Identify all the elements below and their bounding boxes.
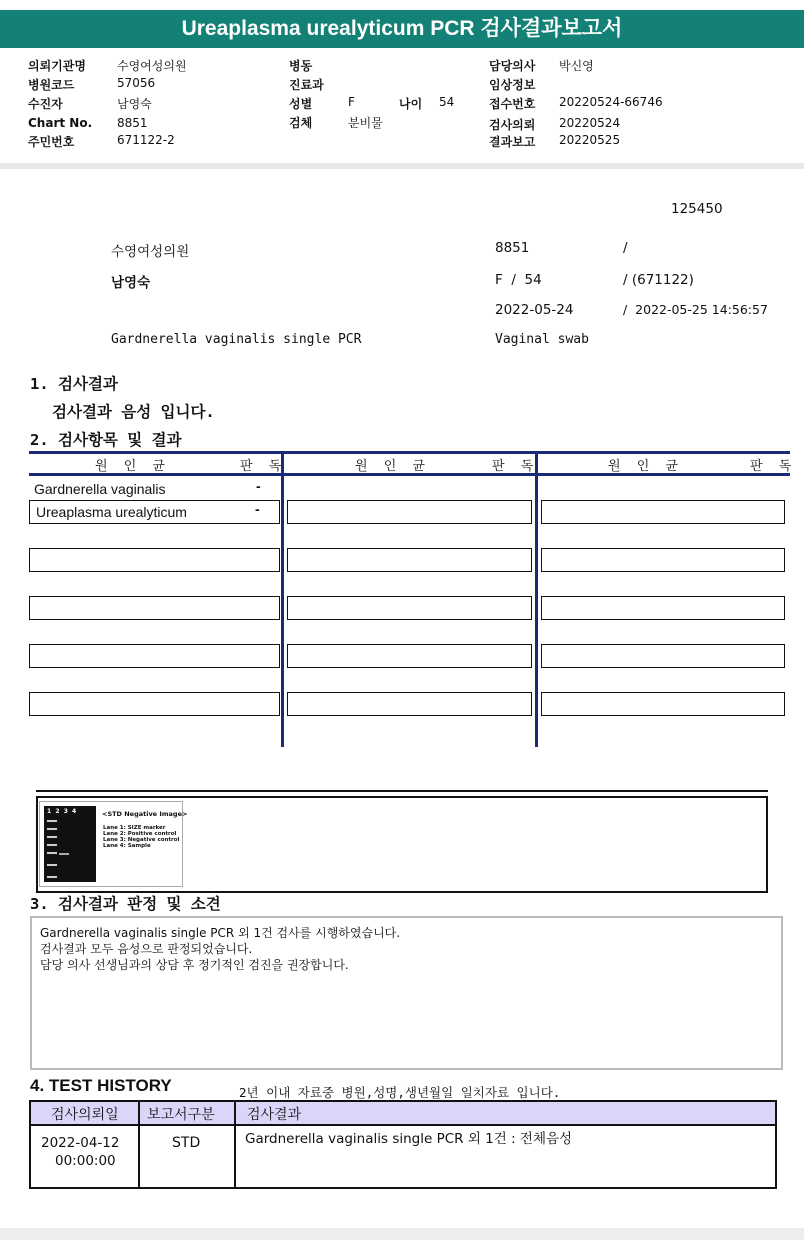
history-type: STD	[172, 1135, 201, 1151]
section4-heading: 4. TEST HISTORY	[30, 1076, 172, 1095]
header-label: 성별	[289, 97, 313, 111]
header-label: 검체	[289, 116, 313, 130]
history-col-divider	[138, 1102, 140, 1187]
report-title: Ureaplasma urealyticum PCR 검사결과보고서	[0, 10, 804, 48]
report-datetime: / 2022-05-25 14:56:57	[623, 302, 768, 317]
marker-band	[47, 852, 57, 854]
result-judge: -	[255, 501, 260, 517]
header-label: 주민번호	[28, 135, 75, 149]
header-label: 나이	[399, 97, 423, 111]
gel-legend-item: Lane 1: SIZE marker	[103, 825, 166, 831]
gel-legend-item: Lane 2: Positive control	[103, 831, 177, 837]
header-label: 결과보고	[489, 135, 536, 149]
header-value: 54	[439, 95, 455, 109]
col-header-judge: 판 독	[240, 459, 288, 474]
result-cell	[541, 692, 785, 716]
marker-band	[47, 844, 57, 846]
marker-band	[47, 836, 57, 838]
result-pathogen: Ureaplasma urealyticum	[36, 504, 187, 520]
result-cell	[541, 596, 785, 620]
result-cell	[287, 692, 532, 716]
gel-caption-title: <STD Negative Image>	[102, 810, 188, 818]
result-cell	[29, 692, 280, 716]
header-label: 접수번호	[489, 97, 536, 111]
history-date: 2022-04-12	[41, 1135, 120, 1151]
gel-legend-item: Lane 3: Negative control	[103, 837, 180, 843]
test-name: Gardnerella vaginalis single PCR	[111, 332, 362, 347]
col-header-pathogen: 원 인 균	[355, 459, 431, 474]
hospital-name: 수영여성의원	[111, 244, 190, 260]
report-code: 125450	[671, 201, 723, 217]
header-value: 분비물	[348, 116, 383, 130]
header-label: 병원코드	[28, 78, 75, 92]
result-cell	[287, 596, 532, 620]
result-pathogen: Gardnerella vaginalis	[34, 481, 166, 497]
result-cell	[541, 500, 785, 524]
result-cell	[287, 548, 532, 572]
result-cell	[29, 500, 280, 524]
header-value: 20220525	[559, 133, 621, 147]
positive-band	[59, 853, 69, 855]
header-label: 병동	[289, 59, 313, 73]
header-label: 의뢰기관명	[28, 59, 86, 73]
result-cell	[29, 548, 280, 572]
marker-band	[47, 864, 57, 866]
col-header-judge: 판 독	[492, 459, 540, 474]
result-cell	[29, 644, 280, 668]
col-header-judge: 판 독	[750, 459, 798, 474]
result-cell	[287, 500, 532, 524]
opinion-line: 검사결과 모두 음성으로 판정되었습니다.	[40, 942, 253, 956]
header-value: 8851	[117, 116, 148, 130]
result-cell	[29, 596, 280, 620]
result-cell	[541, 548, 785, 572]
chart-number: 8851	[495, 240, 530, 256]
header-value: 57056	[117, 76, 156, 90]
request-date: 2022-05-24	[495, 302, 574, 318]
history-result: Gardnerella vaginalis single PCR 외 1건 : 전체음성	[245, 1131, 573, 1147]
grid-divider	[535, 451, 538, 747]
header-value: 671122-2	[117, 133, 175, 147]
history-header-row	[31, 1102, 775, 1126]
marker-band	[47, 828, 57, 830]
header-label: 임상정보	[489, 78, 536, 92]
lane-numbers: 1 2 3 4	[47, 808, 77, 815]
header-label: 검사의뢰	[489, 118, 536, 132]
page-footer-band	[0, 1228, 804, 1240]
opinion-line: Gardnerella vaginalis single PCR 외 1건 검사를 시행하였습니다.	[40, 926, 401, 940]
sex-age: F / 54	[495, 272, 542, 288]
header-label: 담당의사	[489, 59, 536, 73]
col-header-pathogen: 원 인 균	[608, 459, 684, 474]
marker-band	[47, 820, 57, 822]
header-value: F	[348, 95, 355, 109]
result-judge: -	[256, 478, 261, 494]
header-label: 진료과	[289, 78, 324, 92]
specimen-type: Vaginal swab	[495, 332, 589, 347]
history-col-divider	[234, 1102, 236, 1187]
header-value: 20220524	[559, 116, 621, 130]
header-label: Chart No.	[28, 116, 93, 130]
gel-legend-item: Lane 4: Sample	[103, 843, 151, 849]
gel-top-rule	[36, 790, 768, 792]
header-value: 20220524-66746	[559, 95, 663, 109]
grid-divider	[281, 451, 284, 747]
opinion-line: 담당 의사 선생님과의 상담 후 정기적인 검진을 권장합니다.	[40, 958, 349, 972]
history-col-header: 검사결과	[247, 1107, 302, 1123]
header-value: 남영숙	[117, 97, 152, 111]
gel-lanes	[44, 806, 96, 882]
header-value: 박신영	[559, 59, 594, 73]
birth-date: / (671122)	[623, 272, 694, 288]
result-summary: 검사결과 음성 입니다.	[52, 403, 215, 421]
header-value: 수영여성의원	[117, 59, 187, 73]
col-header-pathogen: 원 인 균	[95, 459, 171, 474]
header-divider	[0, 163, 804, 169]
separator: /	[623, 240, 628, 256]
opinion-box	[30, 916, 783, 1070]
header-label: 수진자	[28, 97, 63, 111]
history-col-header: 검사의뢰일	[51, 1107, 119, 1123]
history-table	[29, 1100, 777, 1189]
marker-band	[47, 876, 57, 878]
result-cell	[287, 644, 532, 668]
section3-heading: 3. 검사결과 판정 및 소견	[30, 895, 221, 913]
result-cell	[541, 644, 785, 668]
grid-top-rule	[29, 451, 790, 454]
section1-heading: 1. 검사결과	[30, 375, 118, 393]
history-col-header: 보고서구분	[147, 1107, 215, 1123]
history-note: 2년 이내 자료중 병원,성명,생년월일 일치자료 입니다.	[239, 1085, 561, 1100]
history-time: 00:00:00	[55, 1153, 116, 1169]
patient-name: 남영숙	[111, 275, 151, 291]
section2-heading: 2. 검사항목 및 결과	[30, 431, 182, 449]
